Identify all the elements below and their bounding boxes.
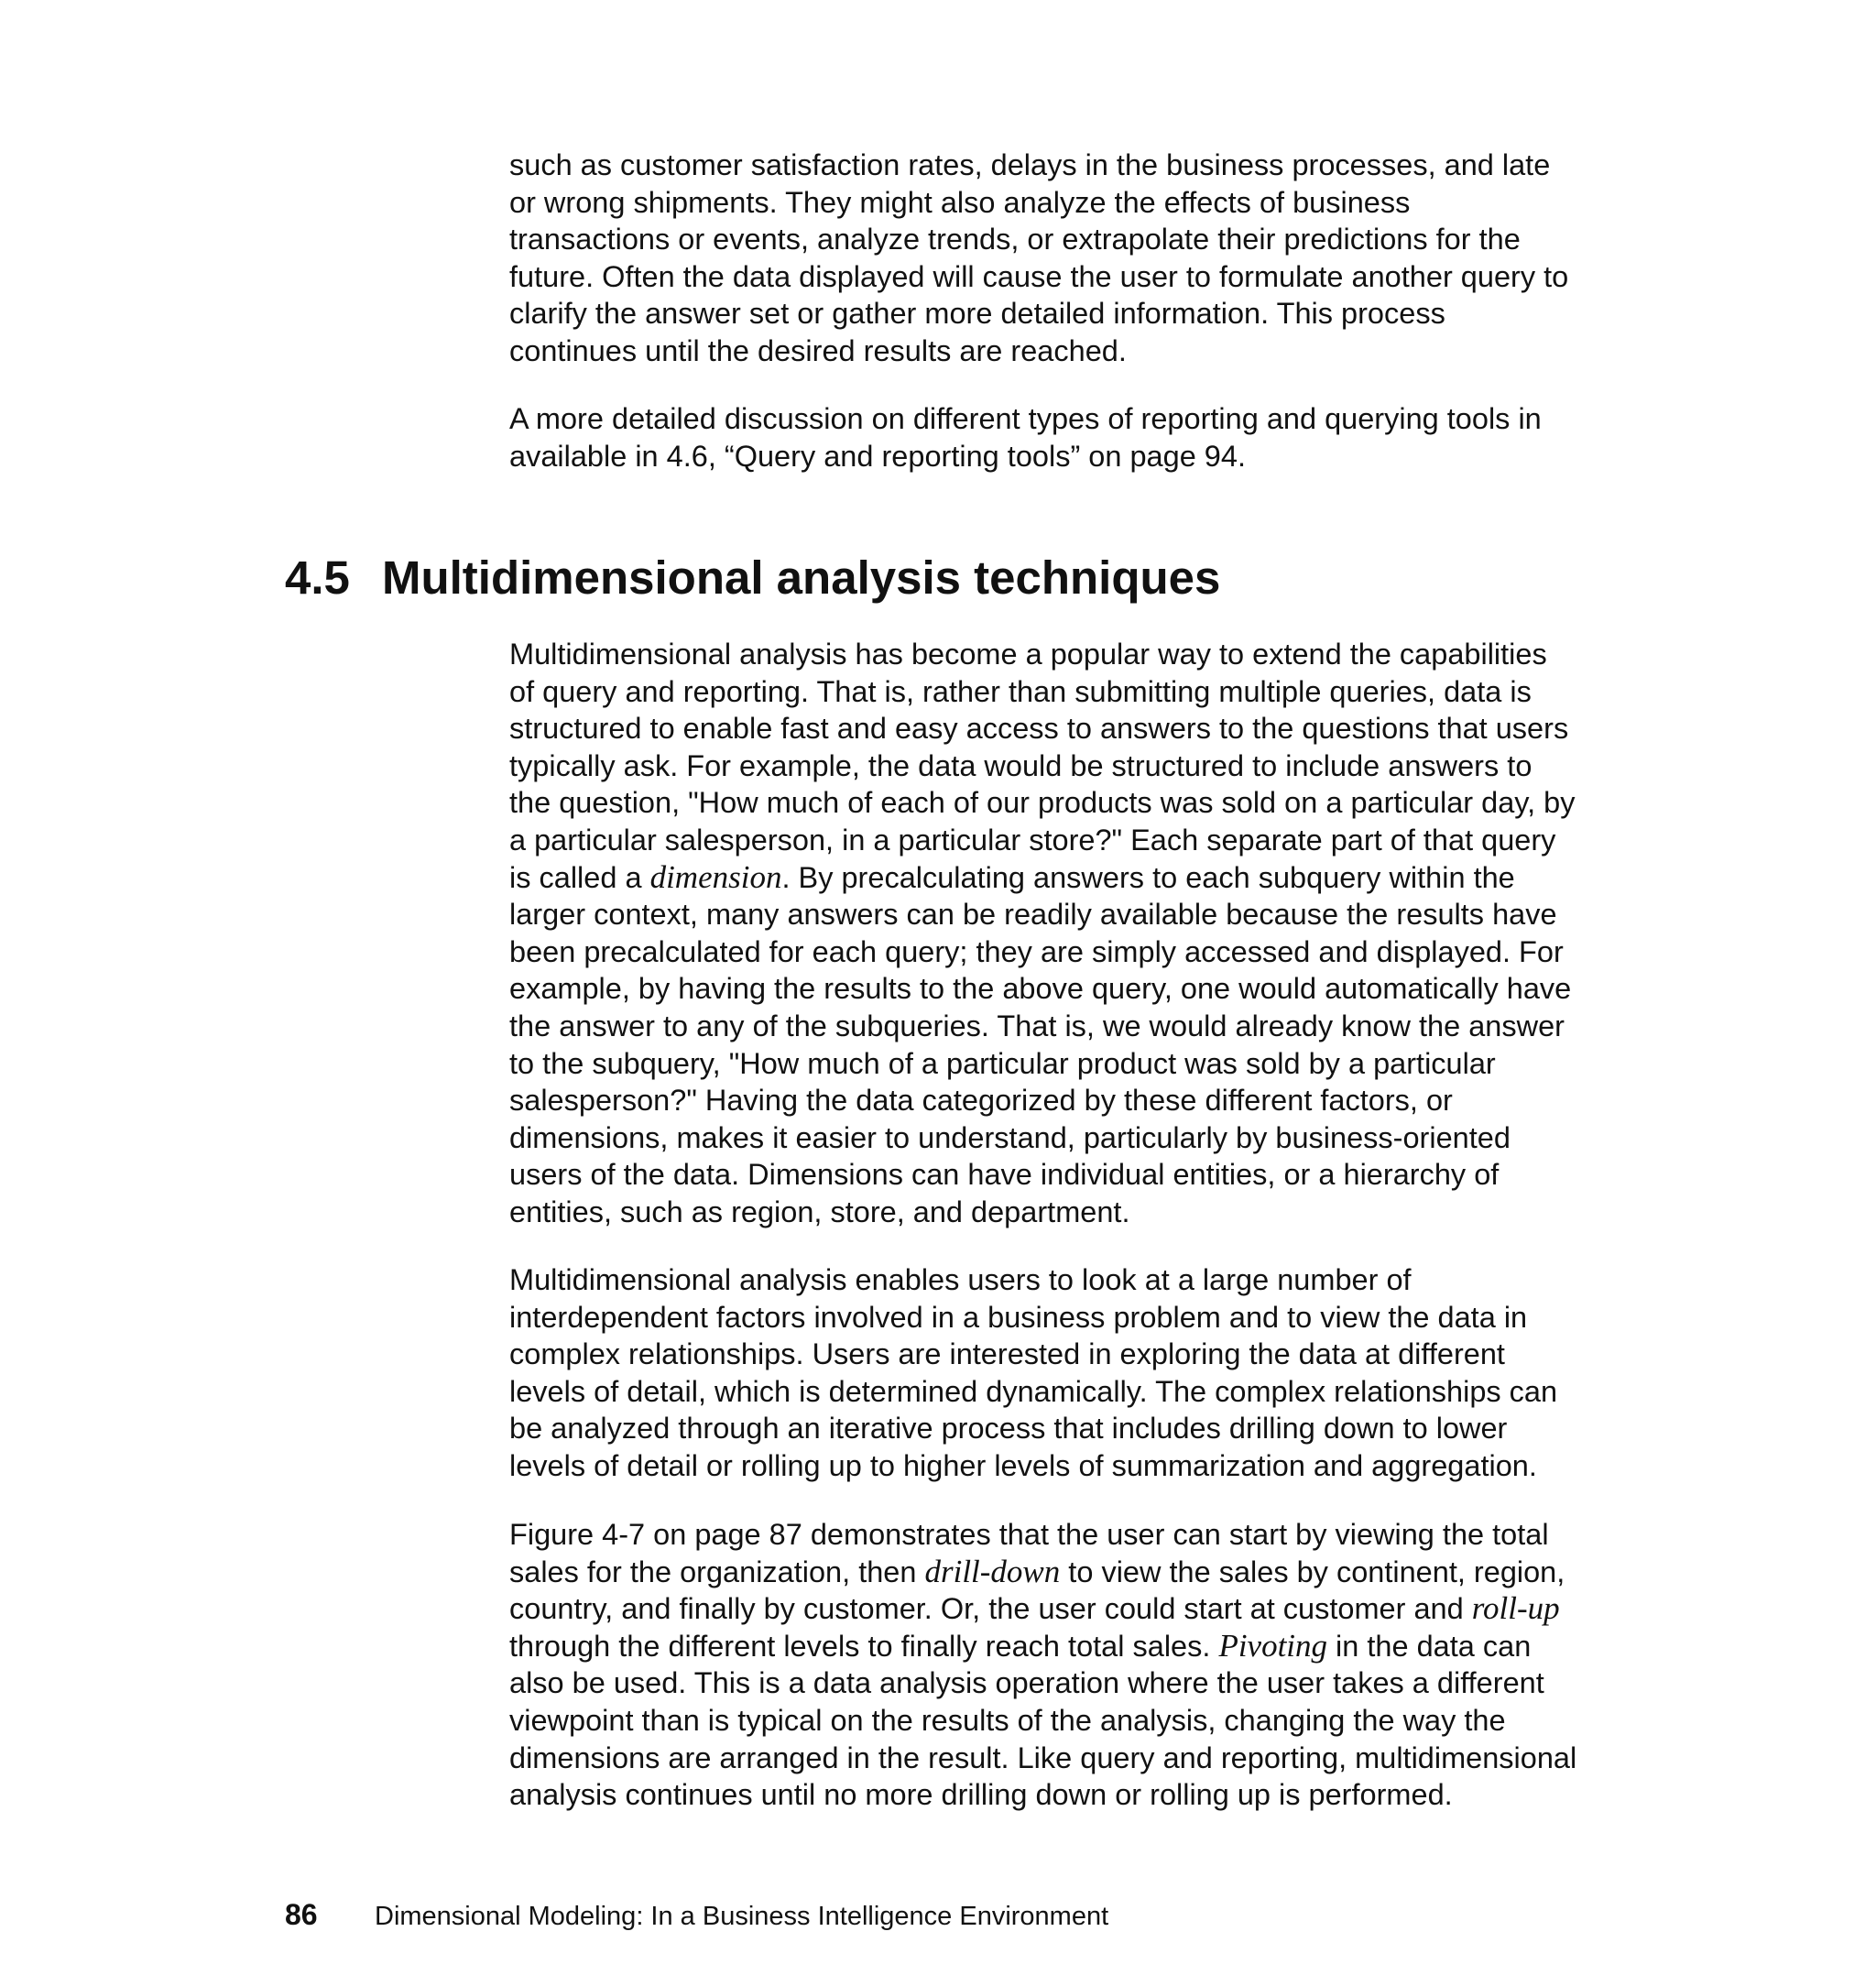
paragraph-reporting-tools-reference [509,400,1609,475]
text-line [509,1590,1609,1628]
text-line: viewpoint than is typical on the results of the analysis, changing the way the [509,1703,1506,1737]
paragraph-multidimensional-intro [509,636,1609,1231]
text-line: of query and reporting. That is, rather than submitting multiple queries, data is [509,674,1532,708]
section-title: Multidimensional analysis techniques [382,551,1221,604]
text-line [509,1628,1609,1665]
text-line: dimensions are arranged in the result. Like query and reporting, multidimensional [509,1740,1577,1774]
text-fragment: in the data can [1327,1629,1532,1663]
page-number: 86 [285,1898,318,1931]
text-line: users of the data. Dimensions can have individual entities, or a hierarchy of [509,1158,1500,1192]
book-title: Dimensional Modeling: In a Business Intelligence Environment [375,1902,1109,1931]
text-fragment: is called a [509,860,650,894]
text-line: analysis continues until no more drilling down or rolling up is performed. [509,1778,1453,1812]
text-line: Multidimensional analysis enables users to look at a large number of [509,1263,1412,1296]
text-line: Multidimensional analysis has become a popular way to extend the capabilities [509,638,1547,671]
paragraph-intro-continuation [509,147,1609,370]
text-fragment: . By precalculating answers to each subquery within the [781,860,1515,894]
text-line: Figure 4-7 on page 87 demonstrates that the user can start by viewing the total [509,1518,1549,1551]
italic-term-drill-down: drill-down [924,1553,1061,1589]
text-line: typically ask. For example, the data would be structured to include answers to [509,748,1532,782]
text-line: entities, such as region, store, and department. [509,1195,1130,1228]
text-line: structured to enable fast and easy access to answers to the questions that users [509,712,1569,746]
text-line: the question, "How much of each of our products was sold on a particular day, by [509,786,1576,820]
text-fragment: through the different levels to finally reach total sales. [509,1629,1219,1663]
text-line: such as customer satisfaction rates, delays in the business processes, and late [509,148,1551,181]
paragraph-drill-down-roll-up [509,1516,1609,1814]
text-fragment: to view the sales by continent, region, [1060,1555,1565,1588]
text-line: available in 4.6, “Query and reporting tools” on page 94. [509,439,1246,473]
text-line: interdependent factors involved in a business problem and to view the data in [509,1300,1528,1334]
italic-term-dimension: dimension [649,858,782,895]
italic-term-roll-up: roll-up [1471,1590,1560,1627]
text-line [509,859,1609,897]
text-line [509,1554,1609,1591]
text-line: or wrong shipments. They might also analyze the effects of business [509,185,1411,219]
text-line: salesperson?" Having the data categorized by these different factors, or [509,1084,1453,1118]
text-fragment: country, and finally by customer. Or, the user could start at customer and [509,1592,1472,1626]
text-line: A more detailed discussion on different types of reporting and querying tools in [509,402,1542,435]
text-line: clarify the answer set or gather more detailed information. This process [509,297,1445,331]
text-line: the answer to any of the subqueries. That is, we would already know the answer [509,1009,1565,1042]
text-line: to the subquery, "How much of a particular product was sold by a particular [509,1046,1496,1080]
text-line: levels of detail or rolling up to higher levels of summarization and aggregation. [509,1448,1537,1482]
page-footer [285,1898,1108,1933]
text-line: future. Often the data displayed will cause the user to formulate another query to [509,259,1569,293]
text-line: levels of detail, which is determined dynamically. The complex relationships can [509,1374,1558,1408]
text-line: example, by having the results to the above query, one would automatically have [509,972,1572,1006]
section-number: 4.5 [285,551,350,604]
text-line: been precalculated for each query; they are simply accessed and displayed. For [509,934,1564,968]
text-fragment: sales for the organization, then [509,1555,925,1588]
text-line: dimensions, makes it easier to understand, particularly by business-oriented [509,1120,1511,1154]
text-line: continues until the desired results are reached. [509,333,1127,367]
text-line: be analyzed through an iterative process that includes drilling down to lower [509,1412,1508,1446]
italic-term-pivoting: Pivoting [1218,1627,1328,1664]
text-line: also be used. This is a data analysis operation where the user takes a different [509,1666,1544,1700]
text-line: complex relationships. Users are interested in exploring the data at different [509,1337,1505,1371]
text-line: a particular salesperson, in a particular store?" Each separate part of that query [509,823,1556,857]
text-line: transactions or events, analyze trends, or extrapolate their predictions for the [509,223,1521,256]
text-line: larger context, many answers can be readily available because the results have [509,898,1557,932]
section-heading [285,551,1220,606]
paragraph-interdependent-factors [509,1261,1609,1485]
